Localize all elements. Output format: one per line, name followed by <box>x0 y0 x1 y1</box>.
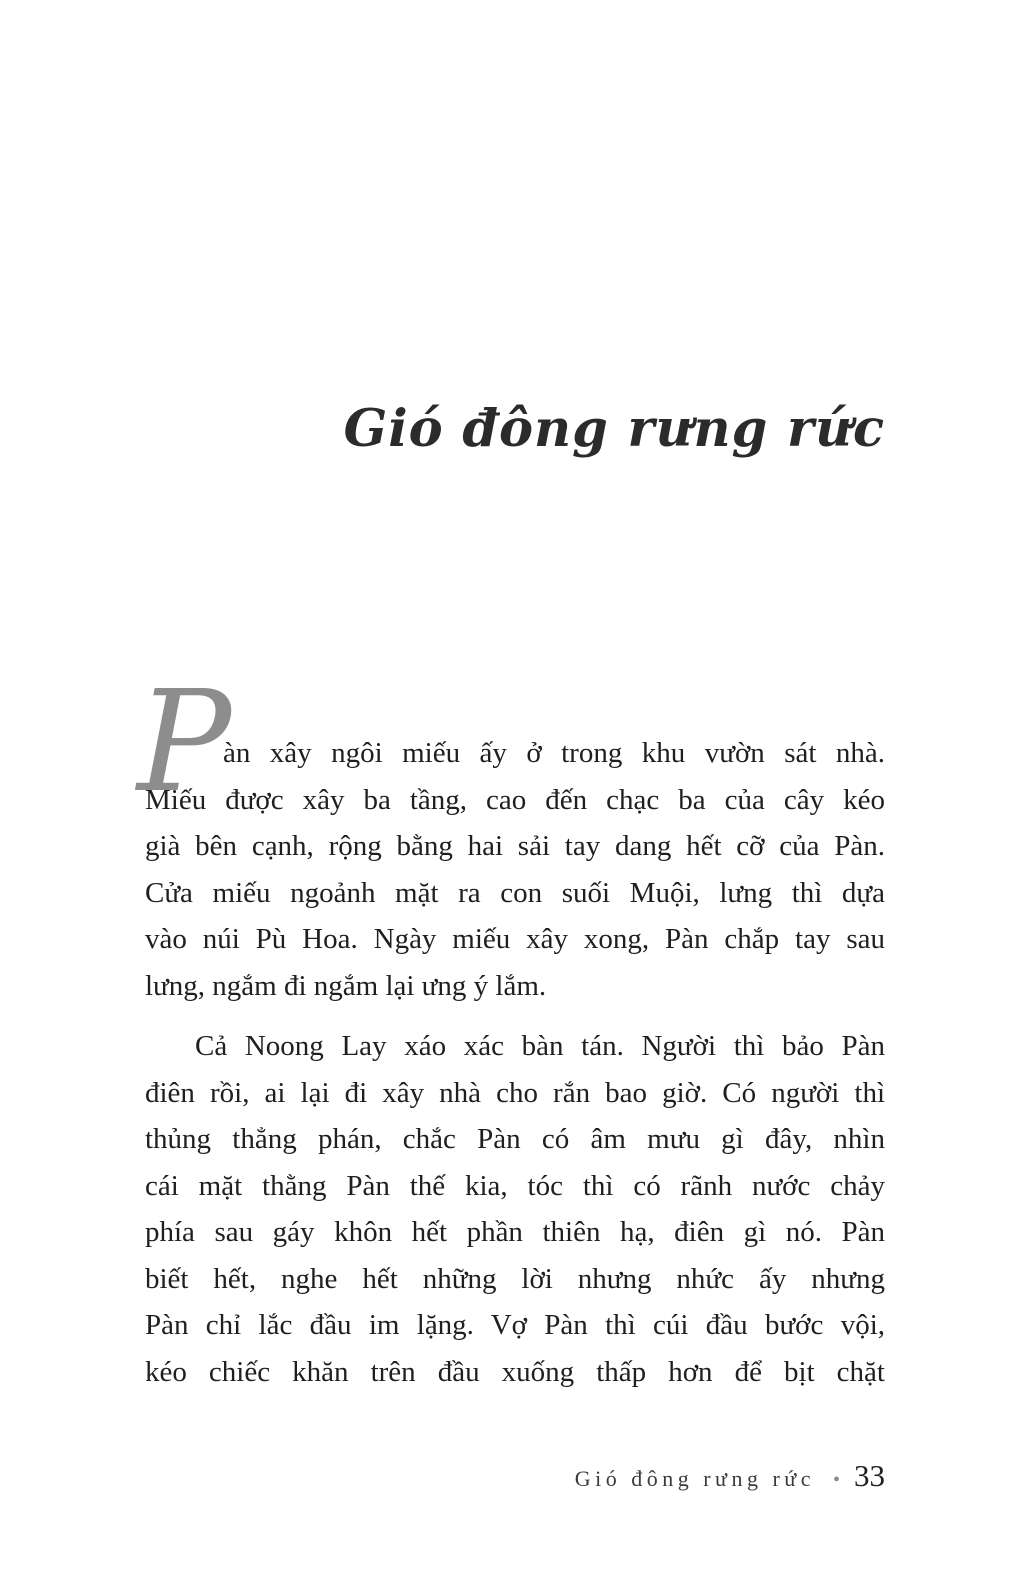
footer-separator-dot: • <box>832 1469 840 1491</box>
chapter-title: Gió đông rưng rức <box>343 399 885 459</box>
text-line: phía sau gáy khôn hết phần thiên hạ, điên gì nó. Pàn <box>145 1216 885 1248</box>
dropcap-letter: P <box>137 661 232 824</box>
text-line: Cả Noong Lay xáo xác bàn tán. Người thì bảo Pàn <box>195 1030 885 1062</box>
body-text-block <box>137 661 885 1395</box>
text-line: biết hết, nghe hết những lời nhưng nhức ấy nhưng <box>145 1262 885 1295</box>
text-line: Pàn chỉ lắc đầu im lặng. Vợ Pàn thì cúi đầu bước vội, <box>145 1309 885 1341</box>
text-line: thủng thẳng phán, chắc Pàn có âm mưu gì đây, nhìn <box>145 1123 885 1155</box>
text-line: cái mặt thằng Pàn thế kia, tóc thì có rãnh nước chảy <box>145 1169 885 1202</box>
text-line: điên rồi, ai lại đi xây nhà cho rắn bao giờ. Có người thì <box>145 1076 885 1109</box>
page-number: 33 <box>854 1458 885 1493</box>
paragraph-1 <box>137 661 885 1009</box>
text-line: Miếu được xây ba tầng, cao đến chạc ba của cây kéo <box>145 783 885 816</box>
footer-running-title: Gió đông rưng rức <box>574 1466 815 1491</box>
text-line: già bên cạnh, rộng bằng hai sải tay dang hết cỡ của Pàn. <box>145 830 885 862</box>
paragraph-2 <box>145 1023 885 1395</box>
text-line: vào núi Pù Hoa. Ngày miếu xây xong, Pàn chắp tay sau <box>145 923 885 955</box>
page-footer <box>575 1458 885 1494</box>
text-line: àn xây ngôi miếu ấy ở trong khu vườn sát nhà. <box>223 737 885 769</box>
text-line: lưng, ngắm đi ngắm lại ưng ý lắm. <box>145 969 547 1002</box>
text-line: Cửa miếu ngoảnh mặt ra con suối Muội, lưng thì dựa <box>145 876 885 909</box>
text-line: kéo chiếc khăn trên đầu xuống thấp hơn để bịt chặt <box>145 1355 885 1388</box>
